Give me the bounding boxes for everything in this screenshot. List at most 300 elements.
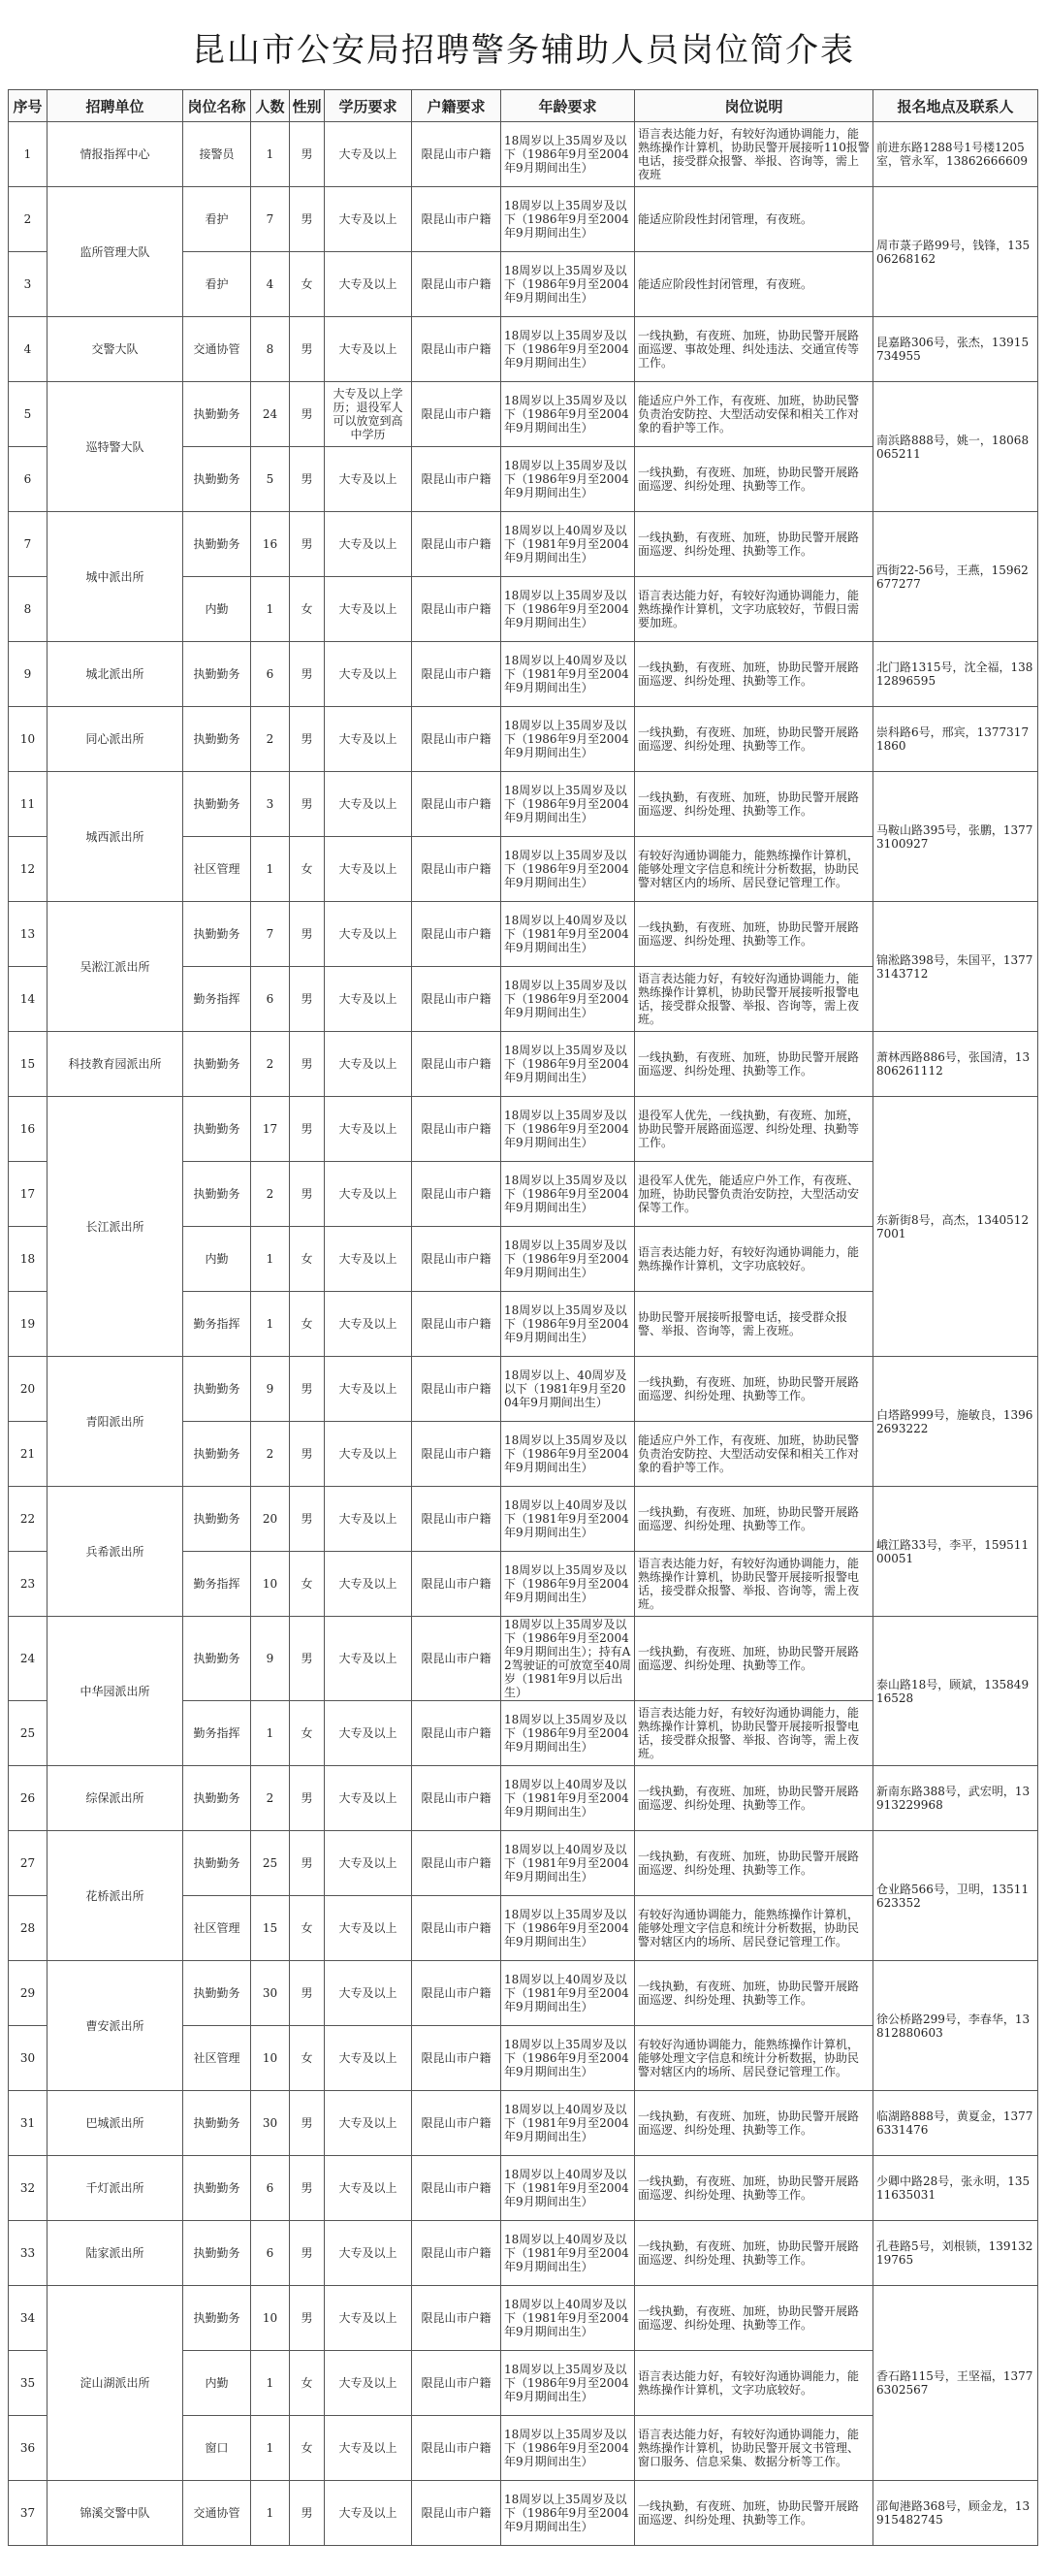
- position-name: 执勤勤务: [183, 707, 251, 772]
- headcount: 2: [251, 1766, 290, 1831]
- position-description: 一线执勤，有夜班、加班，协助民警开展路面巡逻、纠纷处理、执勤等工作。: [635, 772, 873, 837]
- sex: 女: [290, 252, 325, 317]
- row-number: 16: [9, 1097, 48, 1162]
- education-requirement: 大专及以上: [325, 447, 412, 512]
- row-number: 31: [9, 2091, 48, 2156]
- row-number: 3: [9, 252, 48, 317]
- position-name: 执勤勤务: [183, 642, 251, 707]
- sex: 男: [290, 902, 325, 967]
- position-name: 执勤勤务: [183, 1617, 251, 1701]
- age-requirement: 18周岁以上40周岁及以下（1981年9月至2004年9月期间出生）: [501, 902, 635, 967]
- headcount: 2: [251, 707, 290, 772]
- age-requirement: 18周岁以上40周岁及以下（1981年9月至2004年9月期间出生）: [501, 1831, 635, 1896]
- table-row: [9, 2091, 1038, 2156]
- position-description: 能适应户外工作，有夜班、加班，协助民警负责治安防控、大型活动安保和相关工作对象的看护等工作。: [635, 1422, 873, 1487]
- position-name: 内勤: [183, 2351, 251, 2416]
- sex: 男: [290, 1162, 325, 1227]
- headcount: 1: [251, 122, 290, 187]
- contact-info: 峨江路33号，李平，15951100051: [873, 1487, 1038, 1617]
- position-description: 协助民警开展接听报警电话，接受群众报警、举报、咨询等，需上夜班。: [635, 1292, 873, 1357]
- sex: 男: [290, 1766, 325, 1831]
- sex: 男: [290, 1831, 325, 1896]
- age-requirement: 18周岁以上35周岁及以下（1986年9月至2004年9月期间出生）: [501, 2481, 635, 2546]
- age-requirement: 18周岁以上40周岁及以下（1981年9月至2004年9月期间出生）: [501, 2091, 635, 2156]
- headcount: 1: [251, 2351, 290, 2416]
- row-number: 28: [9, 1896, 48, 1961]
- position-name: 社区管理: [183, 837, 251, 902]
- sex: 男: [290, 1032, 325, 1097]
- row-number: 4: [9, 317, 48, 382]
- headcount: 7: [251, 187, 290, 252]
- contact-info: 周市菉子路99号，钱锋，13506268162: [873, 187, 1038, 317]
- row-number: 20: [9, 1357, 48, 1422]
- headcount: 2: [251, 1032, 290, 1097]
- headcount: 10: [251, 1552, 290, 1617]
- age-requirement: 18周岁以上35周岁及以下（1986年9月至2004年9月期间出生）；持有A2驾驶证的可放宽至40周岁（1981年9月以后出生）: [501, 1617, 635, 1701]
- position-name: 看护: [183, 252, 251, 317]
- sex: 男: [290, 642, 325, 707]
- hukou-requirement: 限昆山市户籍: [412, 967, 501, 1032]
- sex: 女: [290, 1701, 325, 1766]
- sex: 男: [290, 772, 325, 837]
- age-requirement: 18周岁以上35周岁及以下（1986年9月至2004年9月期间出生）: [501, 382, 635, 447]
- position-description: 语言表达能力好，有较好沟通协调能力，能熟练操作计算机，协助民警开展文书管理、窗口服务、信息采集、数据分析等工作。: [635, 2416, 873, 2481]
- sex: 女: [290, 2351, 325, 2416]
- headcount: 1: [251, 837, 290, 902]
- headcount: 20: [251, 1487, 290, 1552]
- table-row: [9, 512, 1038, 577]
- table-row: [9, 382, 1038, 447]
- position-name: 交通协管: [183, 2481, 251, 2546]
- age-requirement: 18周岁以上35周岁及以下（1986年9月至2004年9月期间出生）: [501, 447, 635, 512]
- age-requirement: 18周岁以上35周岁及以下（1986年9月至2004年9月期间出生）: [501, 187, 635, 252]
- row-number: 36: [9, 2416, 48, 2481]
- education-requirement: 大专及以上: [325, 902, 412, 967]
- contact-info: 孔巷路5号，刘根锁，13913219765: [873, 2221, 1038, 2286]
- unit-name: 交警大队: [48, 317, 183, 382]
- headcount: 9: [251, 1357, 290, 1422]
- header-count: 人数: [251, 90, 290, 122]
- unit-name: 青阳派出所: [48, 1357, 183, 1487]
- hukou-requirement: 限昆山市户籍: [412, 2351, 501, 2416]
- table-row: [9, 707, 1038, 772]
- hukou-requirement: 限昆山市户籍: [412, 2221, 501, 2286]
- row-number: 17: [9, 1162, 48, 1227]
- hukou-requirement: 限昆山市户籍: [412, 2026, 501, 2091]
- row-number: 7: [9, 512, 48, 577]
- unit-name: 兵希派出所: [48, 1487, 183, 1617]
- position-description: 一线执勤，有夜班、加班，协助民警开展路面巡逻、纠纷处理、执勤等工作。: [635, 2286, 873, 2351]
- headcount: 3: [251, 772, 290, 837]
- hukou-requirement: 限昆山市户籍: [412, 642, 501, 707]
- row-number: 19: [9, 1292, 48, 1357]
- table-row: [9, 1097, 1038, 1162]
- table-header: [9, 90, 1038, 122]
- row-number: 6: [9, 447, 48, 512]
- table-row: [9, 1487, 1038, 1552]
- row-number: 21: [9, 1422, 48, 1487]
- position-description: 一线执勤，有夜班、加班，协助民警开展路面巡逻、纠纷处理、执勤等工作。: [635, 1032, 873, 1097]
- position-description: 一线执勤，有夜班、加班，协助民警开展路面巡逻、纠纷处理、执勤等工作。: [635, 2156, 873, 2221]
- sex: 男: [290, 967, 325, 1032]
- table-row: [9, 317, 1038, 382]
- position-description: 语言表达能力好，有较好沟通协调能力，能熟练操作计算机，协助民警开展接听报警电话，接受群众报警、举报、咨询等，需上夜班。: [635, 1701, 873, 1766]
- row-number: 2: [9, 187, 48, 252]
- headcount: 1: [251, 1701, 290, 1766]
- contact-info: 白塔路999号，施敏良，13962693222: [873, 1357, 1038, 1487]
- education-requirement: 大专及以上: [325, 2026, 412, 2091]
- age-requirement: 18周岁以上35周岁及以下（1986年9月至2004年9月期间出生）: [501, 317, 635, 382]
- education-requirement: 大专及以上: [325, 1831, 412, 1896]
- table-row: [9, 122, 1038, 187]
- position-description: 一线执勤，有夜班、加班，协助民警开展路面巡逻、纠纷处理、执勤等工作。: [635, 1766, 873, 1831]
- unit-name: 曹安派出所: [48, 1961, 183, 2091]
- contact-info: 新南东路388号，武宏明，13913229968: [873, 1766, 1038, 1831]
- sex: 男: [290, 187, 325, 252]
- headcount: 6: [251, 2156, 290, 2221]
- headcount: 30: [251, 1961, 290, 2026]
- sex: 男: [290, 382, 325, 447]
- sex: 女: [290, 2416, 325, 2481]
- headcount: 25: [251, 1831, 290, 1896]
- contact-info: 萧林西路886号，张国清，13806261112: [873, 1032, 1038, 1097]
- headcount: 30: [251, 2091, 290, 2156]
- row-number: 14: [9, 967, 48, 1032]
- sex: 男: [290, 1617, 325, 1701]
- position-description: 一线执勤，有夜班、加班，协助民警开展路面巡逻、纠纷处理、执勤等工作。: [635, 1617, 873, 1701]
- position-description: 一线执勤，有夜班、加班，协助民警开展路面巡逻、纠纷处理、执勤等工作。: [635, 2091, 873, 2156]
- education-requirement: 大专及以上: [325, 1617, 412, 1701]
- education-requirement: 大专及以上: [325, 1422, 412, 1487]
- row-number: 33: [9, 2221, 48, 2286]
- contact-info: 泰山路18号，顾斌，13584916528: [873, 1617, 1038, 1766]
- sex: 男: [290, 512, 325, 577]
- table-row: [9, 772, 1038, 837]
- contact-info: 崇科路6号，邢宾，13773171860: [873, 707, 1038, 772]
- education-requirement: 大专及以上: [325, 122, 412, 187]
- sex: 男: [290, 1097, 325, 1162]
- hukou-requirement: 限昆山市户籍: [412, 1896, 501, 1961]
- sex: 男: [290, 2286, 325, 2351]
- age-requirement: 18周岁以上40周岁及以下（1981年9月至2004年9月期间出生）: [501, 1487, 635, 1552]
- age-requirement: 18周岁以上40周岁及以下（1981年9月至2004年9月期间出生）: [501, 642, 635, 707]
- header-unit: 招聘单位: [48, 90, 183, 122]
- contact-info: 昆嘉路306号，张杰，13915734955: [873, 317, 1038, 382]
- row-number: 37: [9, 2481, 48, 2546]
- age-requirement: 18周岁以上35周岁及以下（1986年9月至2004年9月期间出生）: [501, 772, 635, 837]
- contact-info: 西街22-56号，王燕，15962677277: [873, 512, 1038, 642]
- hukou-requirement: 限昆山市户籍: [412, 317, 501, 382]
- position-description: 一线执勤，有夜班、加班，协助民警开展路面巡逻、纠纷处理、执勤等工作。: [635, 707, 873, 772]
- hukou-requirement: 限昆山市户籍: [412, 1487, 501, 1552]
- position-description: 一线执勤，有夜班、加班，协助民警开展路面巡逻、纠纷处理、执勤等工作。: [635, 1487, 873, 1552]
- table-row: [9, 1766, 1038, 1831]
- header-sex: 性别: [290, 90, 325, 122]
- position-name: 执勤勤务: [183, 1487, 251, 1552]
- position-description: 语言表达能力好，有较好沟通协调能力，能熟练操作计算机，文字功底较好。: [635, 2351, 873, 2416]
- contact-info: 马鞍山路395号，张鹏，13773100927: [873, 772, 1038, 902]
- contact-info: 东新街8号，高杰，13405127001: [873, 1097, 1038, 1357]
- age-requirement: 18周岁以上35周岁及以下（1986年9月至2004年9月期间出生）: [501, 707, 635, 772]
- headcount: 1: [251, 2416, 290, 2481]
- position-name: 执勤勤务: [183, 1766, 251, 1831]
- contact-info: 邵甸港路368号，顾金龙，13915482745: [873, 2481, 1038, 2546]
- row-number: 34: [9, 2286, 48, 2351]
- unit-name: 中华园派出所: [48, 1617, 183, 1766]
- age-requirement: 18周岁以上35周岁及以下（1986年9月至2004年9月期间出生）: [501, 1162, 635, 1227]
- sex: 男: [290, 1422, 325, 1487]
- headcount: 1: [251, 577, 290, 642]
- sex: 女: [290, 1896, 325, 1961]
- age-requirement: 18周岁以上35周岁及以下（1986年9月至2004年9月期间出生）: [501, 1097, 635, 1162]
- education-requirement: 大专及以上: [325, 1032, 412, 1097]
- age-requirement: 18周岁以上35周岁及以下（1986年9月至2004年9月期间出生）: [501, 1422, 635, 1487]
- hukou-requirement: 限昆山市户籍: [412, 2481, 501, 2546]
- position-name: 交通协管: [183, 317, 251, 382]
- education-requirement: 大专及以上: [325, 1896, 412, 1961]
- position-description: 能适应阶段性封闭管理，有夜班。: [635, 252, 873, 317]
- headcount: 6: [251, 2221, 290, 2286]
- hukou-requirement: 限昆山市户籍: [412, 837, 501, 902]
- row-number: 18: [9, 1227, 48, 1292]
- age-requirement: 18周岁以上40周岁及以下（1981年9月至2004年9月期间出生）: [501, 2286, 635, 2351]
- hukou-requirement: 限昆山市户籍: [412, 1097, 501, 1162]
- position-name: 执勤勤务: [183, 1097, 251, 1162]
- education-requirement: 大专及以上: [325, 837, 412, 902]
- education-requirement: 大专及以上: [325, 1097, 412, 1162]
- hukou-requirement: 限昆山市户籍: [412, 1292, 501, 1357]
- hukou-requirement: 限昆山市户籍: [412, 2091, 501, 2156]
- age-requirement: 18周岁以上35周岁及以下（1986年9月至2004年9月期间出生）: [501, 1701, 635, 1766]
- row-number: 13: [9, 902, 48, 967]
- position-description: 退役军人优先，能适应户外工作，有夜班、加班，协助民警负责治安防控，大型活动安保等工作。: [635, 1162, 873, 1227]
- position-description: 一线执勤，有夜班、加班，协助民警开展路面巡逻、纠纷处理、执勤等工作。: [635, 2221, 873, 2286]
- unit-name: 巴城派出所: [48, 2091, 183, 2156]
- headcount: 1: [251, 1227, 290, 1292]
- headcount: 24: [251, 382, 290, 447]
- education-requirement: 大专及以上: [325, 1292, 412, 1357]
- headcount: 8: [251, 317, 290, 382]
- sex: 男: [290, 2221, 325, 2286]
- hukou-requirement: 限昆山市户籍: [412, 382, 501, 447]
- table-row: [9, 187, 1038, 252]
- headcount: 5: [251, 447, 290, 512]
- hukou-requirement: 限昆山市户籍: [412, 2156, 501, 2221]
- sex: 男: [290, 317, 325, 382]
- position-name: 勤务指挥: [183, 1292, 251, 1357]
- education-requirement: 大专及以上: [325, 2221, 412, 2286]
- position-name: 窗口: [183, 2416, 251, 2481]
- table-row: [9, 2221, 1038, 2286]
- contact-info: 少卿中路28号，张永明，13511635031: [873, 2156, 1038, 2221]
- age-requirement: 18周岁以上35周岁及以下（1986年9月至2004年9月期间出生）: [501, 837, 635, 902]
- sex: 男: [290, 447, 325, 512]
- position-description: 一线执勤，有夜班、加班，协助民警开展路面巡逻、纠纷处理、执勤等工作。: [635, 447, 873, 512]
- sex: 女: [290, 1292, 325, 1357]
- education-requirement: 大专及以上: [325, 1766, 412, 1831]
- age-requirement: 18周岁以上35周岁及以下（1986年9月至2004年9月期间出生）: [501, 252, 635, 317]
- position-name: 勤务指挥: [183, 1701, 251, 1766]
- contact-info: 南浜路888号，姚一，18068065211: [873, 382, 1038, 512]
- hukou-requirement: 限昆山市户籍: [412, 1831, 501, 1896]
- contact-info: 徐公桥路299号，李春华，13812880603: [873, 1961, 1038, 2091]
- hukou-requirement: 限昆山市户籍: [412, 1701, 501, 1766]
- headcount: 1: [251, 2481, 290, 2546]
- position-name: 执勤勤务: [183, 1831, 251, 1896]
- hukou-requirement: 限昆山市户籍: [412, 1032, 501, 1097]
- table-row: [9, 1961, 1038, 2026]
- header-age: 年龄要求: [501, 90, 635, 122]
- row-number: 26: [9, 1766, 48, 1831]
- position-name: 执勤勤务: [183, 902, 251, 967]
- row-number: 32: [9, 2156, 48, 2221]
- sex: 女: [290, 1227, 325, 1292]
- row-number: 29: [9, 1961, 48, 2026]
- unit-name: 科技教育园派出所: [48, 1032, 183, 1097]
- hukou-requirement: 限昆山市户籍: [412, 902, 501, 967]
- position-description: 一线执勤，有夜班、加班，协助民警开展路面巡逻、纠纷处理、执勤等工作。: [635, 1961, 873, 2026]
- position-name: 执勤勤务: [183, 1357, 251, 1422]
- education-requirement: 大专及以上: [325, 512, 412, 577]
- unit-name: 花桥派出所: [48, 1831, 183, 1961]
- position-name: 内勤: [183, 577, 251, 642]
- sex: 男: [290, 2091, 325, 2156]
- education-requirement: 大专及以上: [325, 2091, 412, 2156]
- hukou-requirement: 限昆山市户籍: [412, 122, 501, 187]
- unit-name: 城北派出所: [48, 642, 183, 707]
- age-requirement: 18周岁以上35周岁及以下（1986年9月至2004年9月期间出生）: [501, 967, 635, 1032]
- unit-name: 监所管理大队: [48, 187, 183, 317]
- row-number: 15: [9, 1032, 48, 1097]
- header-row: [9, 90, 1038, 122]
- headcount: 10: [251, 2286, 290, 2351]
- row-number: 8: [9, 577, 48, 642]
- sex: 女: [290, 577, 325, 642]
- age-requirement: 18周岁以上35周岁及以下（1986年9月至2004年9月期间出生）: [501, 2026, 635, 2091]
- age-requirement: 18周岁以上35周岁及以下（1986年9月至2004年9月期间出生）: [501, 122, 635, 187]
- unit-name: 陆家派出所: [48, 2221, 183, 2286]
- position-name: 执勤勤务: [183, 2156, 251, 2221]
- contact-info: 仓业路566号，卫明，13511623352: [873, 1831, 1038, 1961]
- sex: 女: [290, 837, 325, 902]
- header-contact: 报名地点及联系人: [873, 90, 1038, 122]
- header-position: 岗位名称: [183, 90, 251, 122]
- position-description: 有较好沟通协调能力，能熟练操作计算机，能够处理文字信息和统计分析数据，协助民警对辖区内的场所、居民登记管理工作。: [635, 2026, 873, 2091]
- education-requirement: 大专及以上: [325, 252, 412, 317]
- education-requirement: 大专及以上: [325, 2286, 412, 2351]
- position-name: 社区管理: [183, 2026, 251, 2091]
- education-requirement: 大专及以上: [325, 2416, 412, 2481]
- position-description: 一线执勤，有夜班、加班，协助民警开展路面巡逻、纠纷处理、执勤等工作。: [635, 642, 873, 707]
- contact-info: 北门路1315号，沈全福，13812896595: [873, 642, 1038, 707]
- position-name: 执勤勤务: [183, 1162, 251, 1227]
- education-requirement: 大专及以上: [325, 577, 412, 642]
- unit-name: 淀山湖派出所: [48, 2286, 183, 2481]
- position-description: 一线执勤，有夜班、加班，协助民警开展路面巡逻、纠纷处理、执勤等工作。: [635, 512, 873, 577]
- contact-info: 前进东路1288号1号楼1205室，管永军，13862666609: [873, 122, 1038, 187]
- row-number: 23: [9, 1552, 48, 1617]
- position-name: 执勤勤务: [183, 2091, 251, 2156]
- position-name: 接警员: [183, 122, 251, 187]
- table-row: [9, 2481, 1038, 2546]
- education-requirement: 大专及以上: [325, 187, 412, 252]
- table-row: [9, 1831, 1038, 1896]
- unit-name: 千灯派出所: [48, 2156, 183, 2221]
- table-body: [9, 122, 1038, 2546]
- headcount: 7: [251, 902, 290, 967]
- table-row: [9, 2156, 1038, 2221]
- sex: 男: [290, 707, 325, 772]
- position-description: 语言表达能力好，有较好沟通协调能力，能熟练操作计算机，协助民警开展接听报警电话，接受群众报警、举报、咨询等，需上夜班。: [635, 967, 873, 1032]
- unit-name: 综保派出所: [48, 1766, 183, 1831]
- headcount: 2: [251, 1162, 290, 1227]
- position-description: 语言表达能力好，有较好沟通协调能力，能熟练操作计算机，文字功底较好。: [635, 1227, 873, 1292]
- education-requirement: 大专及以上: [325, 2481, 412, 2546]
- position-name: 执勤勤务: [183, 447, 251, 512]
- header-description: 岗位说明: [635, 90, 873, 122]
- unit-name: 巡特警大队: [48, 382, 183, 512]
- row-number: 5: [9, 382, 48, 447]
- education-requirement: 大专及以上: [325, 1227, 412, 1292]
- table-row: [9, 1357, 1038, 1422]
- hukou-requirement: 限昆山市户籍: [412, 512, 501, 577]
- row-number: 12: [9, 837, 48, 902]
- hukou-requirement: 限昆山市户籍: [412, 1227, 501, 1292]
- row-number: 22: [9, 1487, 48, 1552]
- education-requirement: 大专及以上: [325, 707, 412, 772]
- unit-name: 城西派出所: [48, 772, 183, 902]
- hukou-requirement: 限昆山市户籍: [412, 252, 501, 317]
- education-requirement: 大专及以上: [325, 1487, 412, 1552]
- position-name: 执勤勤务: [183, 1032, 251, 1097]
- unit-name: 情报指挥中心: [48, 122, 183, 187]
- age-requirement: 18周岁以上35周岁及以下（1986年9月至2004年9月期间出生）: [501, 2416, 635, 2481]
- row-number: 30: [9, 2026, 48, 2091]
- hukou-requirement: 限昆山市户籍: [412, 1766, 501, 1831]
- headcount: 1: [251, 1292, 290, 1357]
- headcount: 9: [251, 1617, 290, 1701]
- table-row: [9, 1032, 1038, 1097]
- education-requirement: 大专及以上: [325, 1701, 412, 1766]
- hukou-requirement: 限昆山市户籍: [412, 1422, 501, 1487]
- age-requirement: 18周岁以上35周岁及以下（1986年9月至2004年9月期间出生）: [501, 1552, 635, 1617]
- positions-table: [8, 89, 1038, 2546]
- hukou-requirement: 限昆山市户籍: [412, 1961, 501, 2026]
- sex: 男: [290, 2156, 325, 2221]
- position-name: 执勤勤务: [183, 2221, 251, 2286]
- education-requirement: 大专及以上: [325, 1552, 412, 1617]
- position-description: 能适应户外工作，有夜班、加班，协助民警负责治安防控、大型活动安保和相关工作对象的看护等工作。: [635, 382, 873, 447]
- header-no: 序号: [9, 90, 48, 122]
- position-name: 看护: [183, 187, 251, 252]
- unit-name: 城中派出所: [48, 512, 183, 642]
- position-description: 一线执勤，有夜班、加班，协助民警开展路面巡逻、纠纷处理、执勤等工作。: [635, 902, 873, 967]
- unit-name: 吴淞江派出所: [48, 902, 183, 1032]
- row-number: 27: [9, 1831, 48, 1896]
- hukou-requirement: 限昆山市户籍: [412, 1162, 501, 1227]
- hukou-requirement: 限昆山市户籍: [412, 772, 501, 837]
- hukou-requirement: 限昆山市户籍: [412, 707, 501, 772]
- hukou-requirement: 限昆山市户籍: [412, 577, 501, 642]
- page-title: 昆山市公安局招聘警务辅助人员岗位简介表: [192, 31, 855, 70]
- unit-name: 同心派出所: [48, 707, 183, 772]
- position-name: 勤务指挥: [183, 967, 251, 1032]
- education-requirement: 大专及以上: [325, 2351, 412, 2416]
- header-education: 学历要求: [325, 90, 412, 122]
- hukou-requirement: 限昆山市户籍: [412, 1617, 501, 1701]
- position-description: 退役军人优先，一线执勤，有夜班、加班，协助民警开展路面巡逻、纠纷处理、执勤等工作。: [635, 1097, 873, 1162]
- position-name: 执勤勤务: [183, 1422, 251, 1487]
